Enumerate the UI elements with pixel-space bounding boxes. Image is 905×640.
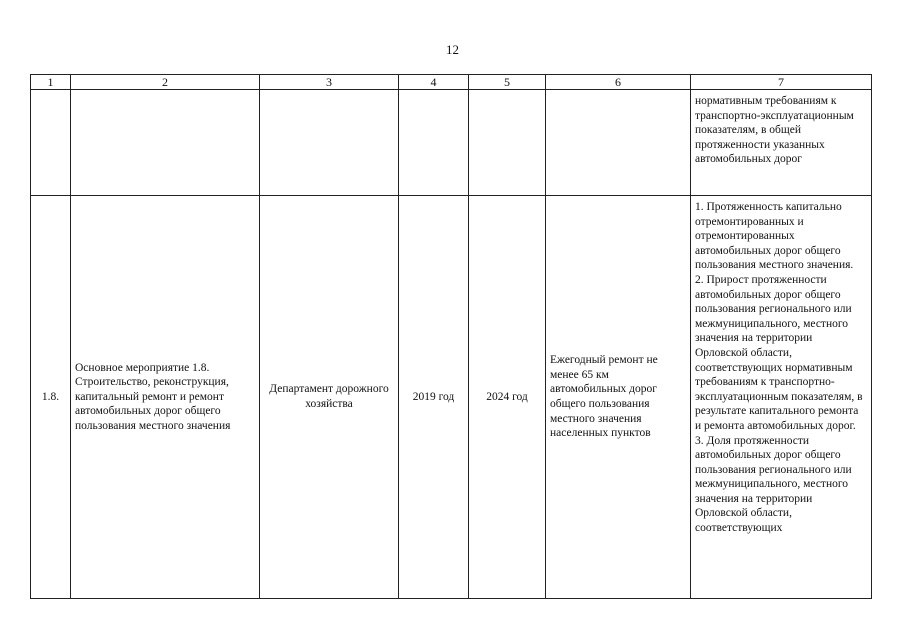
indicator-2: 2. Прирост протяженности автомобильных дорог общего пользования регионального или межмуниципального, местного значения на территории Орловской области, соответствующих нормативным требованиям к транспортно-эксплуатационным показателям, в результате капитального ремонта и ремонта автомобильных дорог. — [695, 273, 863, 432]
header-cell-5: 5 — [469, 75, 546, 90]
indicator-1: 1. Протяженность капитально отремонтированных и отремонтированных автомобильных дорог общего пользования местного значения. — [695, 201, 854, 272]
program-table — [30, 74, 872, 599]
cont-cell-5 — [469, 90, 546, 196]
indicator-3: 3. Доля протяженности автомобильных дорог общего пользования регионального или межмуниципального, местного значения на территории Орловской области, соответствующих — [695, 434, 852, 535]
header-cell-3: 3 — [260, 75, 399, 90]
header-row — [31, 75, 872, 90]
responsible-executor: Департамент дорожного хозяйства — [260, 196, 399, 599]
cont-cell-3 — [260, 90, 399, 196]
cont-indicators-cell: нормативным требованиям к транспортно-эксплуатационным показателям, в общей протяженности указанных автомобильных дорог — [691, 90, 872, 196]
cont-cell-2 — [71, 90, 260, 196]
header-cell-7: 7 — [691, 75, 872, 90]
end-year: 2024 год — [469, 196, 546, 599]
header-cell-6: 6 — [546, 75, 691, 90]
cont-cell-1 — [31, 90, 71, 196]
cont-cell-4 — [399, 90, 469, 196]
header-cell-4: 4 — [399, 75, 469, 90]
page-number: 12 — [446, 42, 459, 57]
table-row — [31, 196, 872, 599]
header-cell-2: 2 — [71, 75, 260, 90]
continuation-row — [31, 90, 872, 196]
expected-result: Ежегодный ремонт не менее 65 км автомобильных дорог общего пользования местного значения населенных пунктов — [546, 196, 691, 599]
measure-name: Основное мероприятие 1.8. Строительство, реконструкция, капитальный ремонт и ремонт автомобильных дорог общего пользования местного значения — [71, 196, 260, 599]
start-year: 2019 год — [399, 196, 469, 599]
row-number: 1.8. — [31, 196, 71, 599]
header-cell-1: 1 — [31, 75, 71, 90]
indicators-cell — [691, 196, 872, 599]
cont-cell-6 — [546, 90, 691, 196]
